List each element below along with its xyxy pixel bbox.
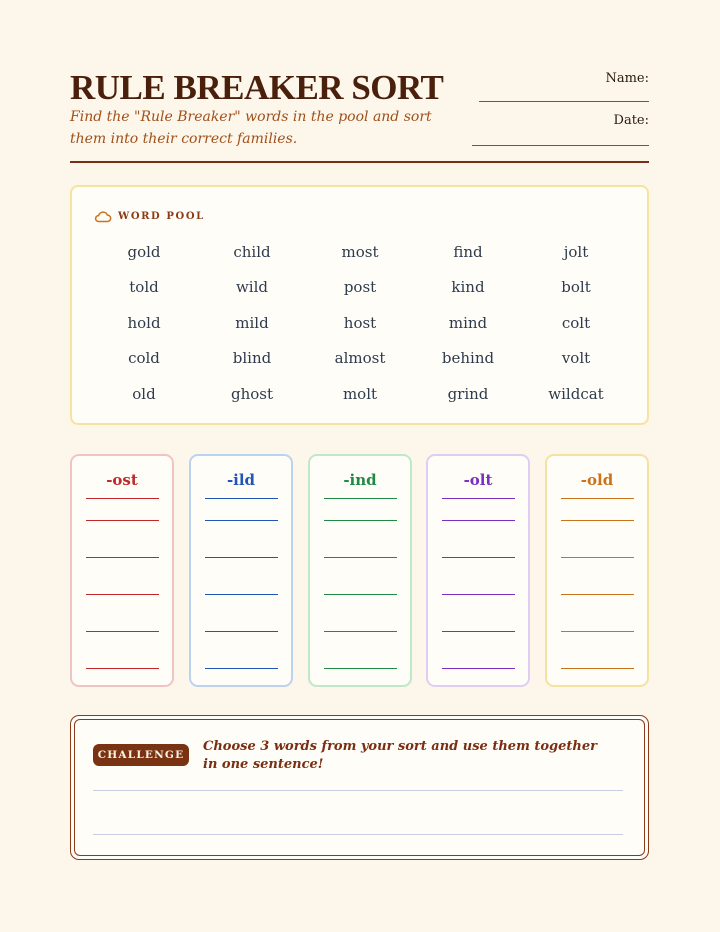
- family-heading: -ild: [226, 471, 256, 489]
- family-answer-line[interactable]: [205, 668, 278, 669]
- word-pool-header: [94, 209, 205, 223]
- family-answer-line[interactable]: [324, 668, 397, 669]
- family-answer-line[interactable]: [205, 557, 278, 558]
- family-heading: -old: [580, 471, 614, 489]
- word-pool-title: WORD POOL: [118, 210, 205, 222]
- family-answer-line[interactable]: [442, 594, 515, 595]
- family-column: [308, 454, 412, 687]
- pool-word[interactable]: find: [453, 243, 483, 261]
- family-answer-line[interactable]: [205, 520, 278, 521]
- sentence-line[interactable]: [93, 790, 623, 791]
- family-answer-line[interactable]: [86, 631, 159, 632]
- challenge-panel: [70, 715, 649, 860]
- challenge-badge: CHALLENGE: [93, 744, 189, 766]
- pool-word[interactable]: told: [129, 278, 159, 297]
- pool-word[interactable]: bolt: [561, 278, 591, 297]
- family-answer-line[interactable]: [442, 668, 515, 669]
- family-column: [70, 454, 174, 687]
- family-answer-line[interactable]: [561, 520, 634, 521]
- pool-word[interactable]: mild: [235, 313, 269, 332]
- family-answer-line[interactable]: [324, 557, 397, 558]
- family-answer-line[interactable]: [324, 594, 397, 595]
- pool-word[interactable]: molt: [342, 384, 378, 403]
- page-title: RULE BREAKER SORT: [70, 68, 444, 107]
- pool-word[interactable]: cold: [128, 349, 160, 368]
- family-answer-line[interactable]: [561, 631, 634, 632]
- family-answer-line[interactable]: [86, 594, 159, 595]
- family-answer-line[interactable]: [205, 594, 278, 595]
- family-heading-underline: [86, 498, 159, 499]
- family-heading-underline: [324, 498, 397, 499]
- family-answer-line[interactable]: [324, 631, 397, 632]
- family-heading-underline: [442, 498, 515, 499]
- family-column: [189, 454, 293, 687]
- pool-word[interactable]: hold: [127, 313, 161, 332]
- date-field[interactable]: [472, 145, 649, 146]
- word-grid: [90, 235, 630, 412]
- pool-word[interactable]: behind: [441, 349, 495, 368]
- name-field[interactable]: [479, 101, 649, 102]
- pool-word[interactable]: gold: [127, 243, 161, 261]
- family-answer-line[interactable]: [86, 520, 159, 521]
- family-answer-line[interactable]: [442, 557, 515, 558]
- family-heading: -olt: [463, 471, 493, 489]
- family-heading: -ost: [106, 471, 138, 489]
- pool-word[interactable]: blind: [232, 349, 272, 368]
- pool-word[interactable]: jolt: [563, 243, 589, 261]
- date-label: Date:: [613, 113, 649, 128]
- family-answer-line[interactable]: [442, 631, 515, 632]
- pool-word[interactable]: old: [132, 384, 156, 403]
- family-answer-line[interactable]: [324, 520, 397, 521]
- pool-word[interactable]: ghost: [230, 384, 274, 403]
- pool-word[interactable]: wild: [235, 278, 269, 297]
- pool-word[interactable]: kind: [451, 278, 485, 297]
- family-heading-underline: [561, 498, 634, 499]
- pool-word[interactable]: child: [233, 243, 271, 261]
- pool-word[interactable]: mind: [448, 313, 488, 332]
- pool-word[interactable]: volt: [561, 349, 591, 368]
- family-column: [545, 454, 649, 687]
- page-subtitle: Find the "Rule Breaker" words in the pool and sort them into their correct families.: [70, 109, 432, 147]
- pool-word[interactable]: colt: [561, 313, 591, 332]
- pool-word[interactable]: grind: [447, 384, 489, 403]
- challenge-prompt: Choose 3 words from your sort and use them together in one sentence!: [203, 739, 597, 772]
- pool-word[interactable]: almost: [334, 349, 386, 368]
- family-answer-line[interactable]: [205, 631, 278, 632]
- pool-word[interactable]: post: [343, 278, 377, 297]
- family-answer-line[interactable]: [442, 520, 515, 521]
- pool-word[interactable]: most: [341, 243, 379, 261]
- family-answer-line[interactable]: [561, 594, 634, 595]
- header-divider: [70, 161, 649, 163]
- word-pool-panel: [70, 185, 649, 425]
- sentence-line[interactable]: [93, 834, 623, 835]
- family-answer-line[interactable]: [86, 557, 159, 558]
- name-label: Name:: [605, 71, 649, 86]
- cloud-icon: [94, 209, 112, 223]
- pool-word[interactable]: wildcat: [548, 384, 604, 403]
- family-heading: -ind: [343, 471, 377, 489]
- family-column: [426, 454, 530, 687]
- family-answer-line[interactable]: [86, 668, 159, 669]
- family-answer-line[interactable]: [561, 557, 634, 558]
- pool-word[interactable]: host: [343, 313, 377, 332]
- family-heading-underline: [205, 498, 278, 499]
- family-answer-line[interactable]: [561, 668, 634, 669]
